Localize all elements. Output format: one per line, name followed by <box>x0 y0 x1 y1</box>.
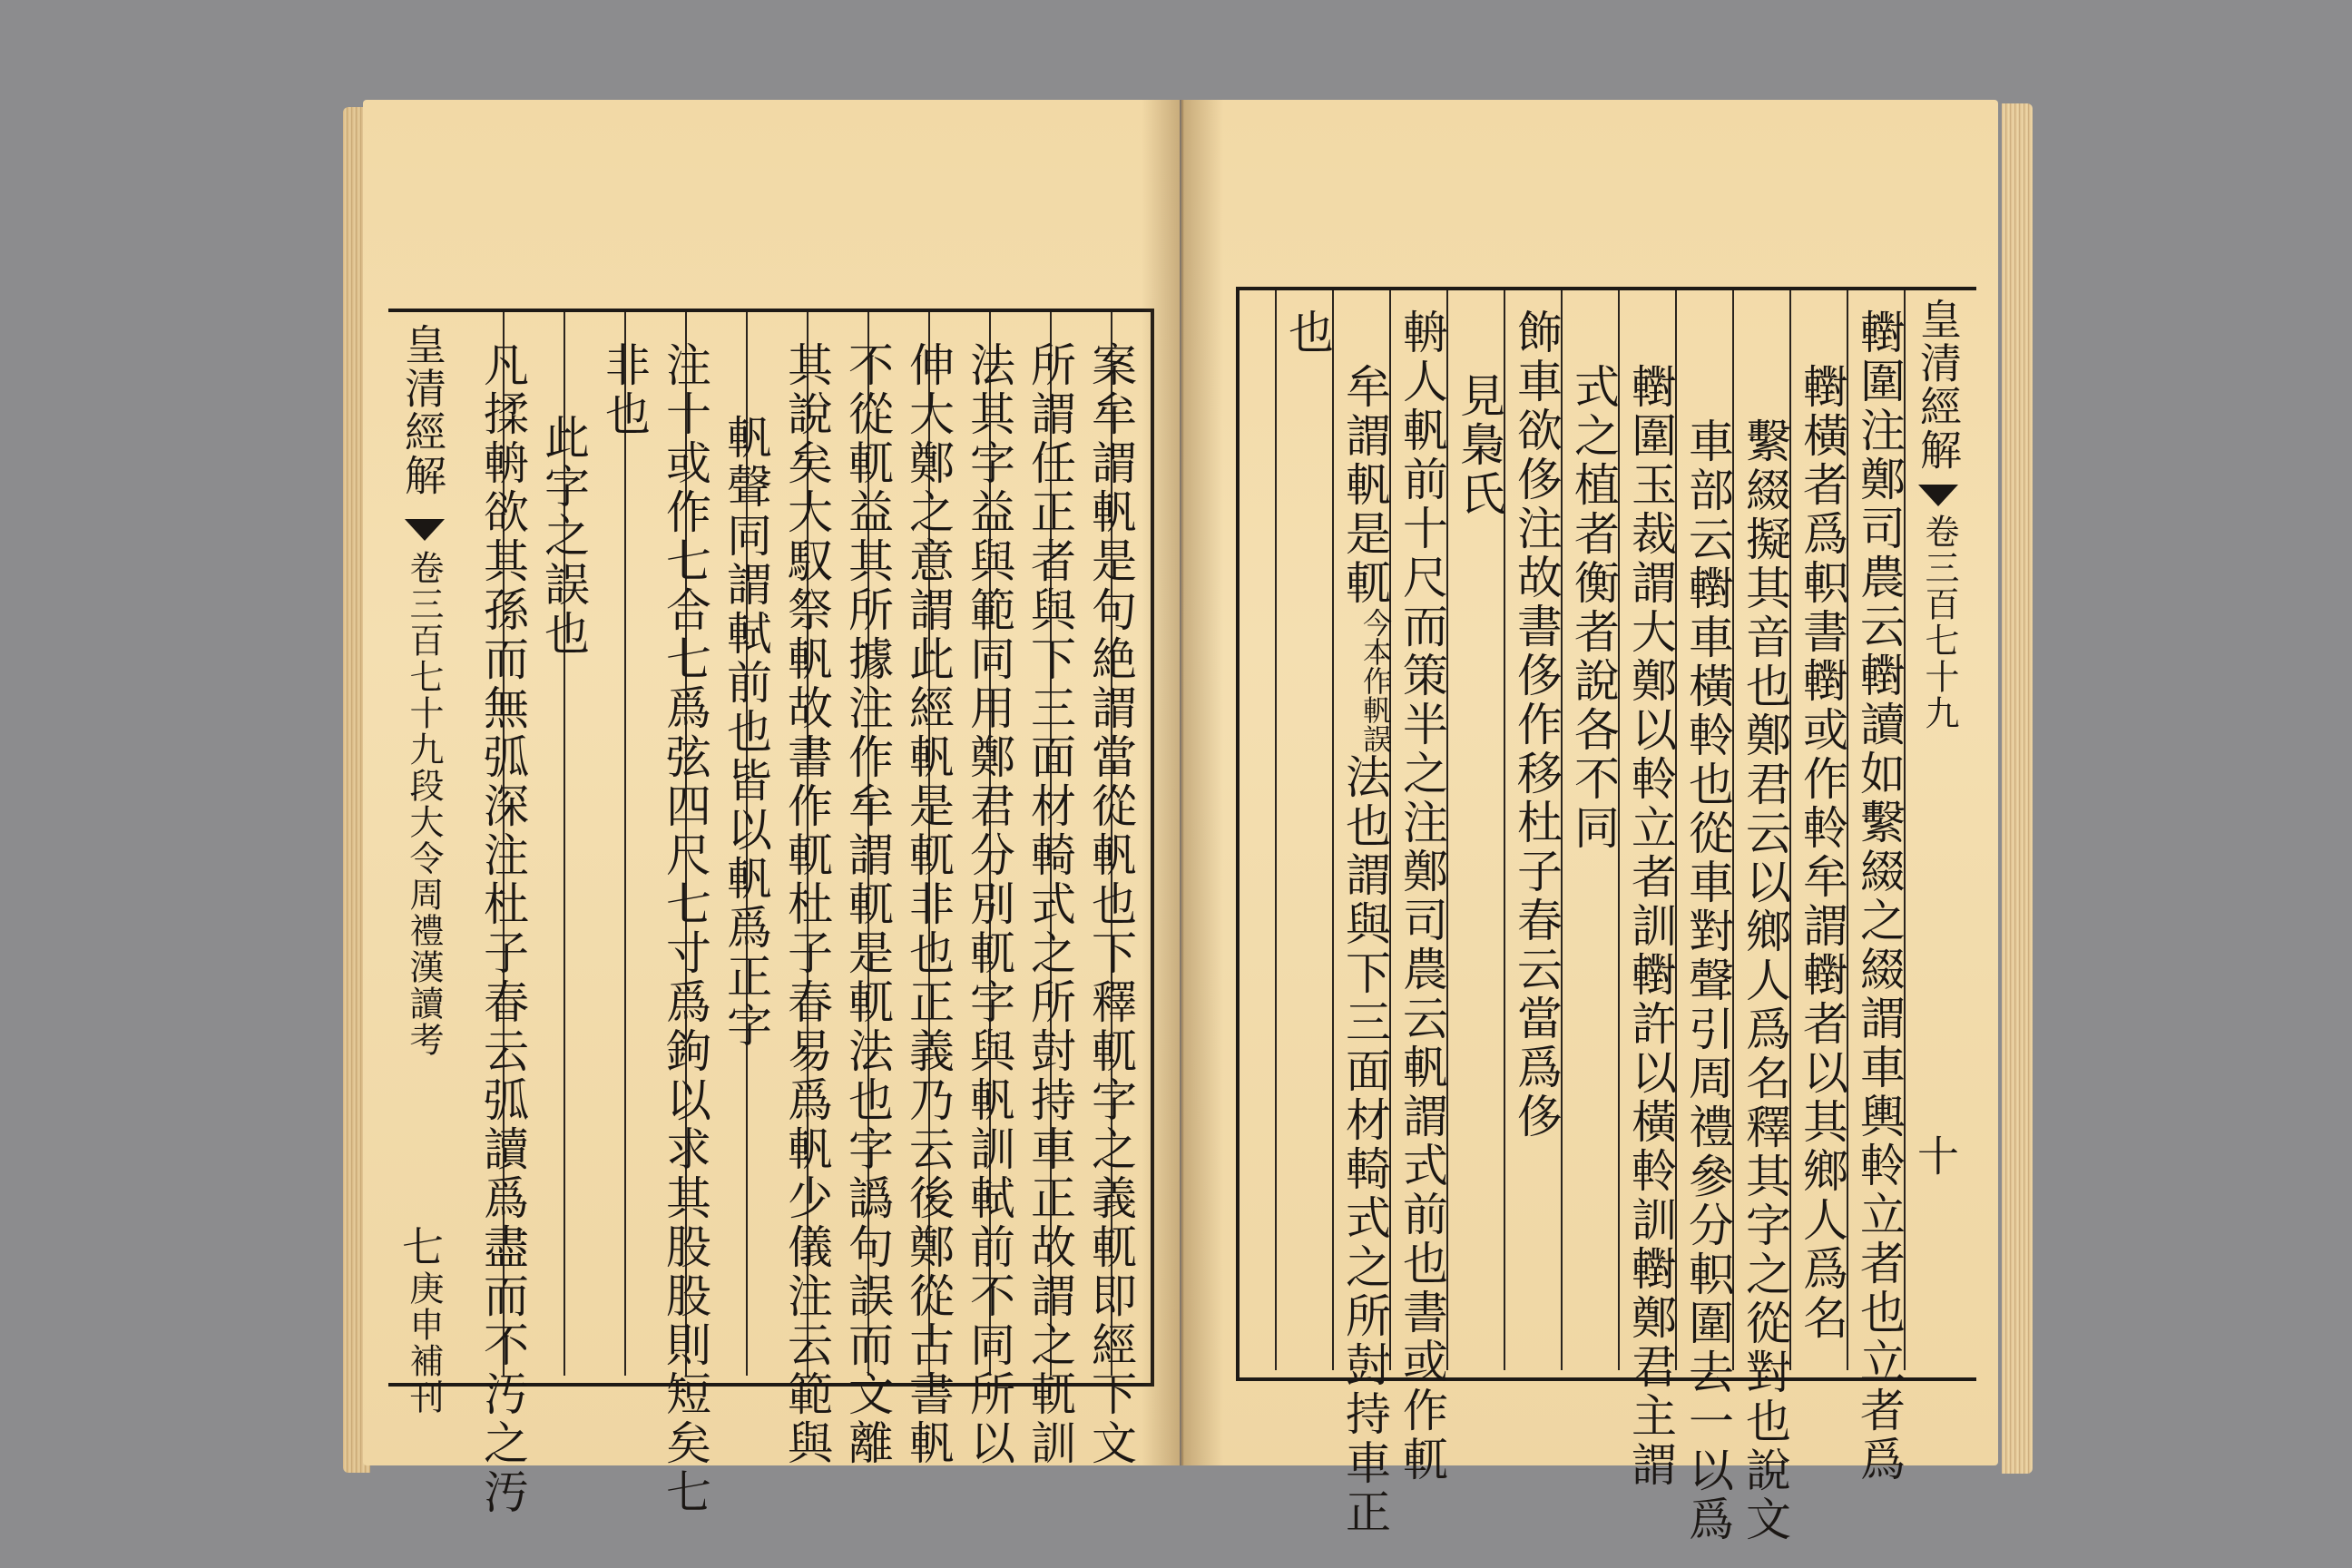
text-column: 車部云轛車橫軨也從車對聲引周禮參分軹圍去一以爲 <box>1681 417 1734 1544</box>
fishtail-mark <box>405 519 445 541</box>
margin-leaf-number: 七 <box>396 1225 445 1269</box>
text-column-main: 牟謂軓是軏 <box>1338 363 1391 608</box>
column-rule <box>1275 290 1277 1370</box>
text-column: 轛圍注鄭司農云轛讀如繫綴之綴謂車輿軨立者也立者爲 <box>1853 309 1906 1485</box>
right-page-edges <box>2002 103 2033 1474</box>
text-column: 法其字益與範同用鄭君分別軏字與軓訓軾前不同所以 <box>963 341 1015 1468</box>
text-column: 不從軏益其所據注作牟謂軏是軏法也字譌句誤而文離 <box>841 341 894 1468</box>
book-spread <box>343 91 2033 1544</box>
text-column-rest: 法也謂與下三面材輢式之所尌持車正 <box>1338 753 1391 1537</box>
text-column: 此字之誤也 <box>537 414 590 659</box>
text-column: 非也 <box>598 341 651 439</box>
text-column: 見梟氏 <box>1453 372 1505 519</box>
interlinear-note: 今本作軓誤 <box>1358 608 1393 753</box>
text-column: 輈人軓前十尺而策半之注鄭司農云軓謂式前也書或作軏 <box>1396 309 1448 1485</box>
text-column: 所謂任正者與下三面材輢式之所尌持車正故謂之軏訓 <box>1024 341 1076 1468</box>
text-column: 軓聲同謂軾前也皆以軓爲正字 <box>720 414 772 1051</box>
column-rule <box>624 312 626 1376</box>
text-column: 也 <box>1281 309 1334 358</box>
margin-leaf-number: 十 <box>1911 1134 1960 1178</box>
fishtail-mark <box>1918 485 1958 506</box>
margin-title: 皇清經解 <box>1914 298 1963 472</box>
text-column: 轛橫者爲軹書轛或作軨牟謂轛者以其鄉人爲名 <box>1796 363 1848 1343</box>
text-column: 繫綴擬其音也鄭君云以鄉人爲名釋其字之從對也說文 <box>1739 417 1791 1544</box>
left-page <box>363 100 1180 1517</box>
text-column <box>1338 363 1391 1537</box>
right-page <box>1181 100 1998 1544</box>
text-column: 伸大鄭之意謂此經軓是軏非也正義乃云後鄭從古書軓 <box>902 341 955 1468</box>
margin-title: 皇清經解 <box>398 323 447 497</box>
text-column: 飾車欲侈注故書侈作移杜子春云當爲侈 <box>1510 309 1563 1142</box>
text-column: 凡揉輈欲其孫而無弧深注杜子春云弧讀爲盡而不汚之汚 <box>476 341 529 1517</box>
margin-volume: 卷三百七十九 <box>1919 514 1959 731</box>
text-column: 其說矣大馭祭軓故書作軏杜子春易爲軓少儀注云範與 <box>780 341 833 1468</box>
column-rule <box>1332 290 1334 1370</box>
text-column: 案牟謂軓是句絶謂當從軓也下釋軏字之義軏即經下文 <box>1084 341 1137 1468</box>
text-column: 注十或作七合七爲弦四尺七寸爲鉤以求其股股則短矣七 <box>659 341 711 1517</box>
margin-volume: 卷三百七十九段大令周禮漢讀考 <box>404 550 444 1058</box>
text-column: 式之植者衡者說各不同 <box>1567 363 1620 853</box>
text-column: 轛圍玉裁謂大鄭以軨立者訓轛許以橫軨訓轛鄭君主謂 <box>1624 363 1677 1490</box>
margin-note: 庚申補刊 <box>404 1270 444 1416</box>
